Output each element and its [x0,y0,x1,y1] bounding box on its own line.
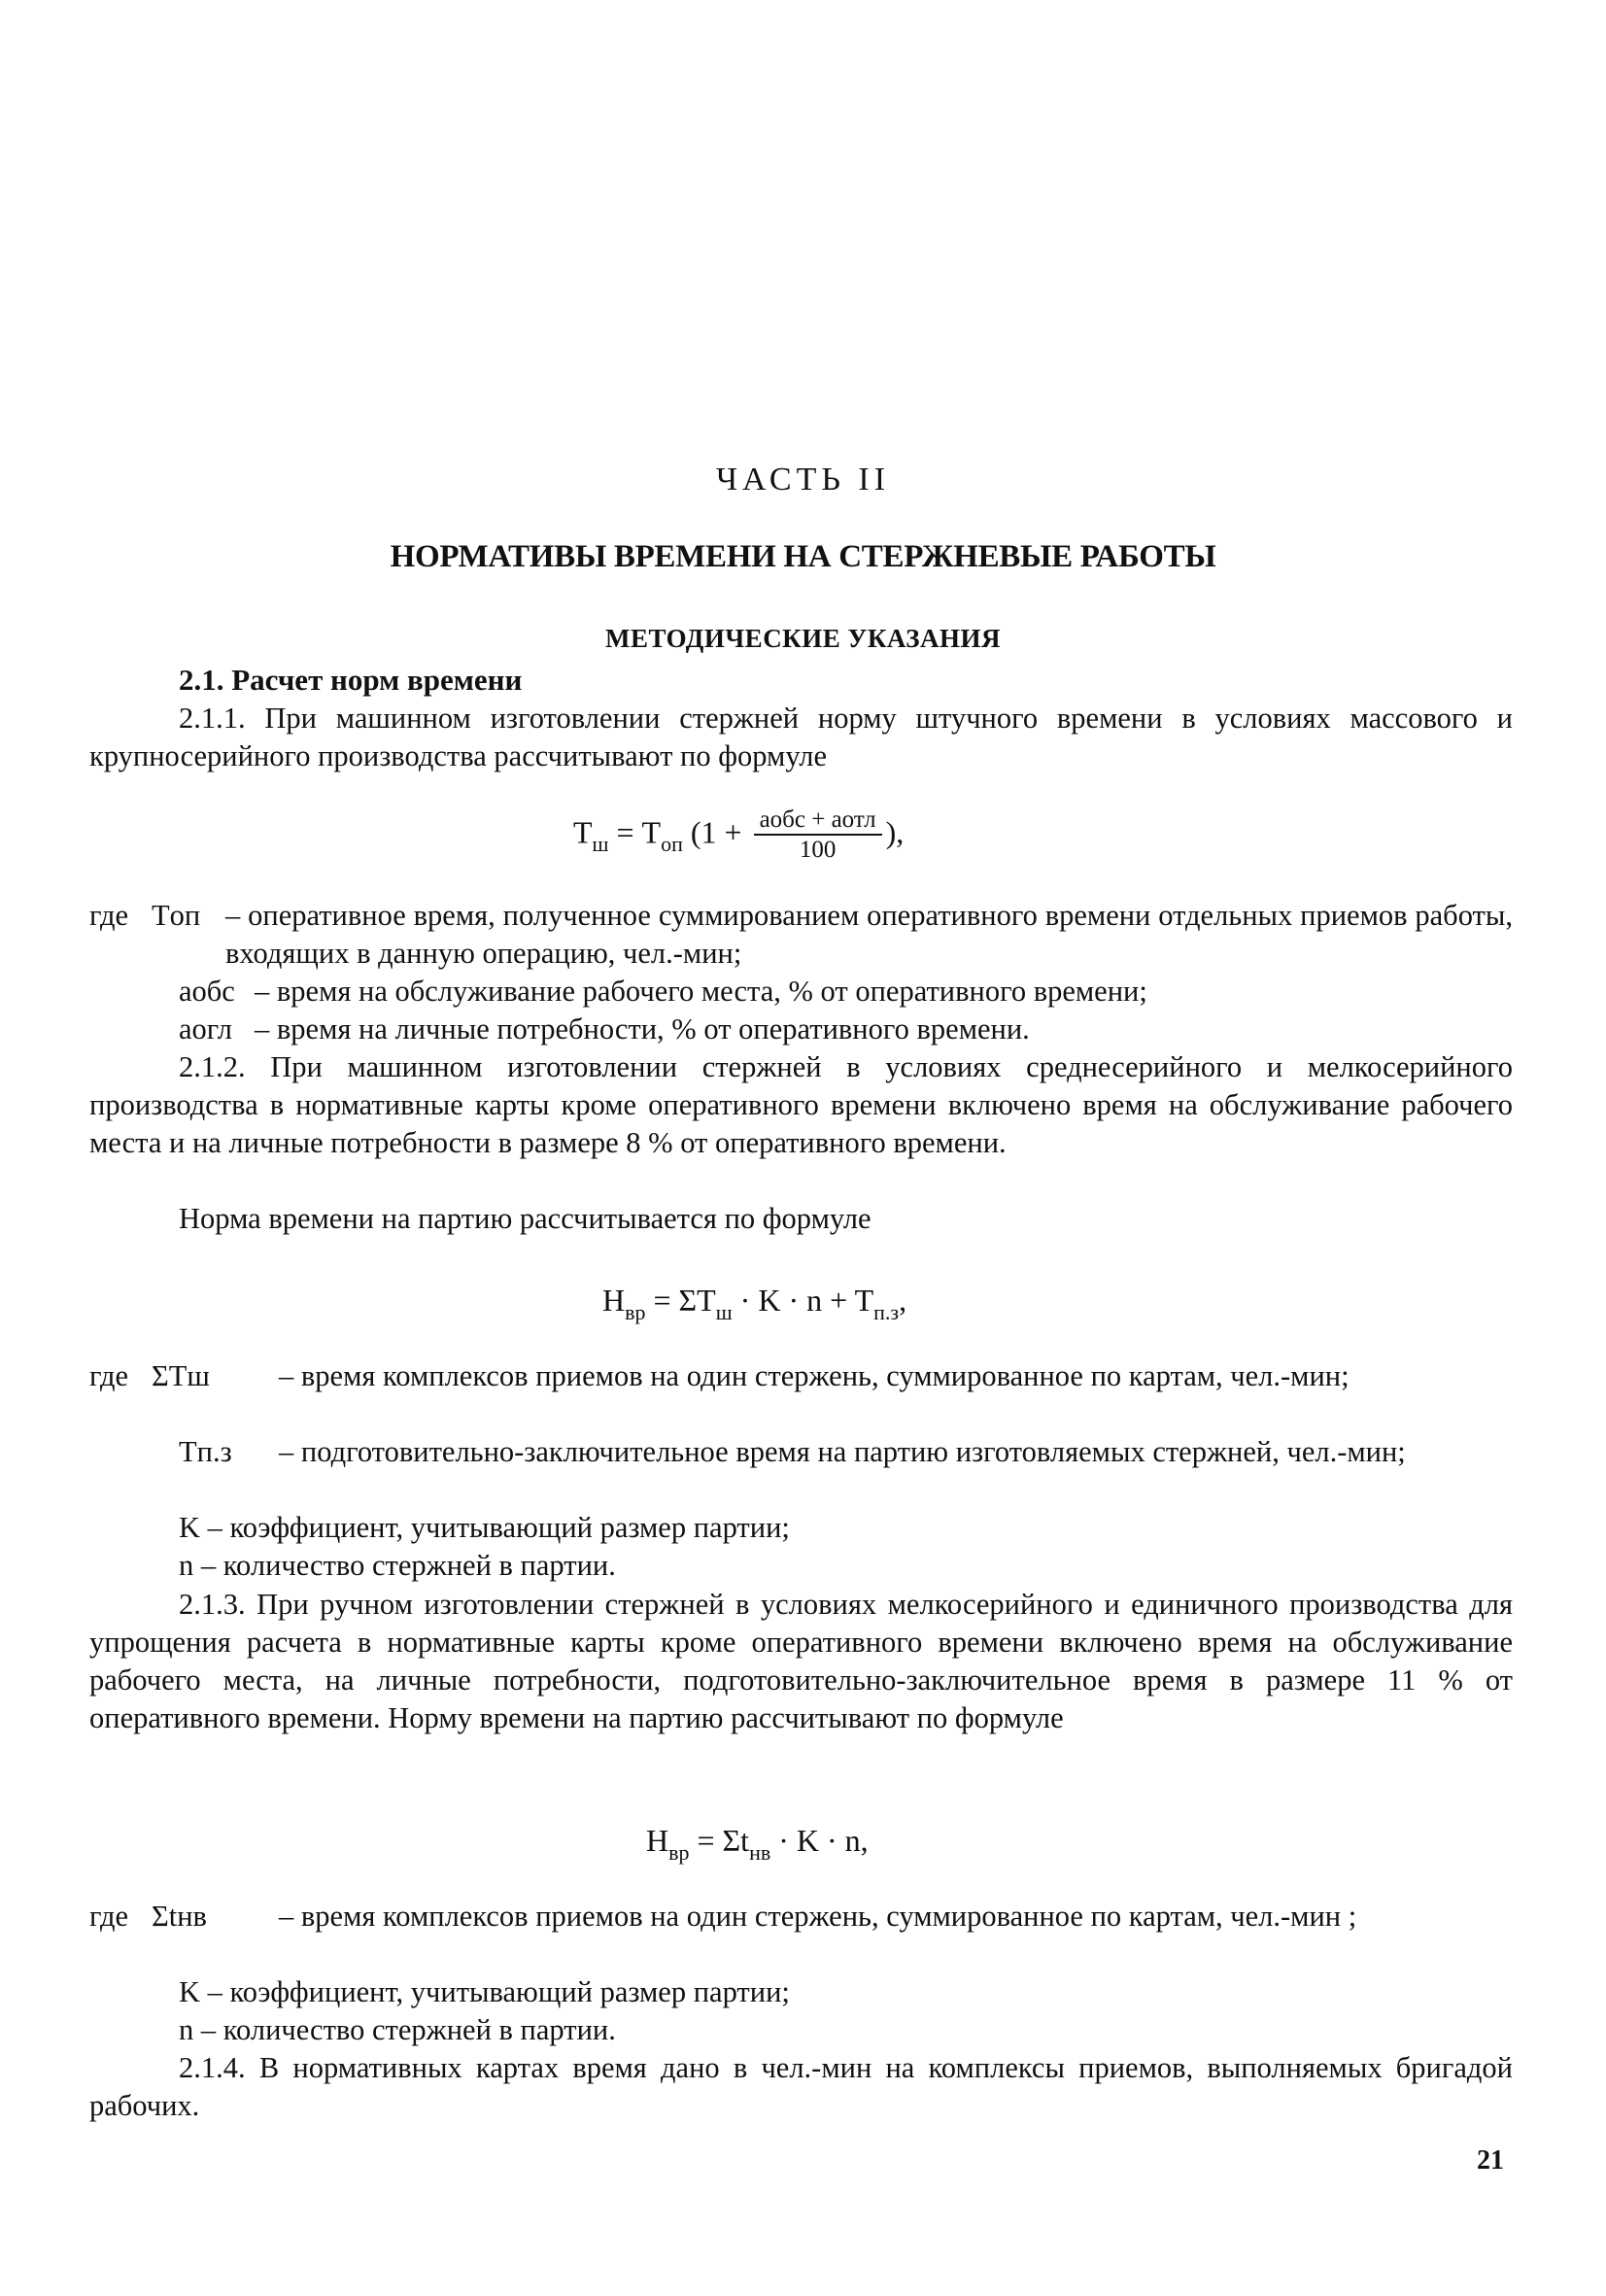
formula2-t-sub: ш [715,1300,733,1324]
def-aotl-text: – время на личные потребности, % от оперативного времени. [255,1012,1030,1045]
def-top-label: Tоп [152,899,201,932]
part-heading: ЧАСТЬ II [715,462,891,497]
formula2-h-sub: вр [625,1300,646,1324]
definitions-formula2 [89,1357,1513,1591]
def-sumnv-label: Σtнв [152,1900,207,1933]
formula1-fraction [754,806,882,865]
formula-batch-manual [646,1823,869,1865]
formula3-h: H [646,1823,669,1858]
def-aobs-text: – время на обслуживание рабочего места, % от оперативного времени; [255,975,1147,1008]
where-label-2: где [89,1359,129,1392]
formula1-top: T [641,814,662,850]
page-number: 21 [1477,2145,1504,2176]
def-aobs-label: aобс [179,975,235,1008]
where-label-3: где [89,1900,129,1933]
def-tpz-label: Tп.з [179,1435,232,1468]
formula-batch-machine [602,1283,907,1324]
methodical-heading: МЕТОДИЧЕСКИЕ УКАЗАНИЯ [604,624,1001,653]
formula1-close: ), [885,814,905,850]
definitions-formula3 [89,1898,1513,2053]
formula1-numerator: aобс + aотл [754,806,882,836]
formula1-t: T [573,814,593,850]
def-aotl-label: aогл [179,1012,232,1045]
section-title: 2.1. Расчет норм времени [179,663,523,697]
formula3-t-sub: нв [749,1840,771,1865]
formula1-top-sub: оп [661,832,683,857]
paragraph-2-1-4: 2.1.4. В нормативных картах время дано в чел.-мин на комплексы приемов, выполняемых бригадой рабочих. [89,2051,1513,2122]
paragraph-2-1-1: 2.1.1. При машинном изготовлении стержней норму штучного времени в условиях массового и крупносерийного производства рассчитывают по формуле [89,702,1513,772]
main-title: НОРМАТИВЫ ВРЕМЕНИ НА СТЕРЖНЕВЫЕ РАБОТЫ [390,539,1216,574]
def-sum-label: ΣTш [152,1359,210,1392]
formula3-rest2: · K · n, [770,1823,869,1858]
def-n-text: n – количество стержней в партии. [179,1549,616,1582]
formula1-eq: = [608,814,642,850]
formula3-rest1: = Σt [689,1823,750,1858]
formula2-rest2: · K · n + T [732,1283,874,1318]
paragraph-norm: Норма времени на партию рассчитывается по формуле [179,1202,871,1235]
def-n-text-2: n – количество стержней в партии. [179,2013,616,2046]
formula2-end: , [899,1283,907,1318]
formula1-t-sub: ш [592,832,609,857]
def-sum-text: – время комплексов приемов на один стержень, суммированное по картам, чел.-мин; [279,1359,1350,1392]
formula1-open: (1 + [682,814,750,850]
def-top-text: – оперативное время, полученное суммированием оперативного времени отдельных приемов работы, входящих в данную операцию, чел.-мин; [225,899,1513,970]
formula3-h-sub: вр [668,1840,690,1865]
def-tpz-text: – подготовительно-заключительное время на партию изготовляемых стержней, чел.-мин; [279,1435,1406,1468]
formula1-denominator: 100 [799,837,837,863]
formula2-tpz-sub: п.з [873,1300,900,1324]
paragraph-2-1-3: 2.1.3. При ручном изготовлении стержней в условиях мелкосерийного и единичного производства для упрощения расчета в нормативные карты кроме оперативного времени включено время на обслуживание рабочего места, на личные потребности, подготовительно-заключительное время в размере 11 % от оперативного времени. Норму времени на партию рассчитывают по формуле [89,1588,1513,1734]
def-k-text: K – коэффициент, учитывающий размер партии; [179,1511,790,1544]
formula2-rest1: = ΣT [645,1283,716,1318]
def-k-text-2: K – коэффициент, учитывающий размер партии; [179,1975,790,2008]
where-label-1: где [89,899,129,932]
def-sumnv-text: – время комплексов приемов на один стержень, суммированное по картам, чел.-мин ; [279,1900,1357,1933]
paragraph-2-1-2: 2.1.2. При машинном изготовлении стержней в условиях среднесерийного и мелкосерийного производства в нормативные карты кроме оперативного времени включено время на обслуживание рабочего места и на личные потребности в размере 8 % от оперативного времени. [89,1050,1513,1159]
formula-piece-time [573,806,904,865]
formula2-h: H [602,1283,626,1318]
